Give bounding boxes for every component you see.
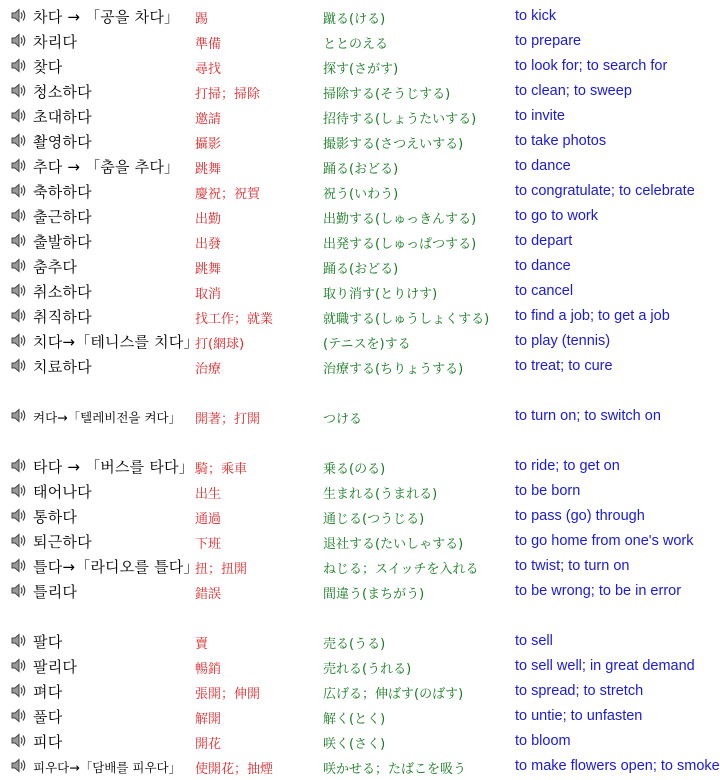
- japanese-meaning: 就職する(しゅうしょくする): [323, 312, 490, 327]
- vocab-row: [0, 178, 720, 203]
- korean-word: 퇴근하다: [33, 533, 92, 551]
- korean-word: 피우다→「담배를 피우다」: [33, 760, 182, 775]
- vocab-row: [0, 103, 720, 128]
- japanese-meaning: 撮影する(さつえいする): [323, 137, 464, 152]
- korean-word: 출발하다: [33, 233, 92, 251]
- english-meaning: to look for; to search for: [515, 58, 668, 74]
- english-meaning: to make flowers open; to smoke: [515, 758, 720, 774]
- speaker-icon[interactable]: [10, 457, 27, 474]
- english-meaning: to play (tennis): [515, 333, 611, 349]
- japanese-meaning: 出勤する(しゅっきんする): [323, 212, 477, 227]
- korean-word: 춤추다: [33, 258, 78, 276]
- chinese-meaning: 張開；伸開: [195, 687, 261, 702]
- vocab-row: [0, 678, 720, 703]
- speaker-icon[interactable]: [10, 32, 27, 49]
- japanese-meaning: 生まれる(うまれる): [323, 487, 438, 502]
- speaker-icon[interactable]: [10, 507, 27, 524]
- vocab-row: [0, 478, 720, 503]
- korean-word: 청소하다: [33, 83, 92, 101]
- korean-word: 축하하다: [33, 183, 92, 201]
- speaker-icon[interactable]: [10, 682, 27, 699]
- english-meaning: to twist; to turn on: [515, 558, 630, 574]
- korean-word: 틀다→「라디오를 틀다」: [33, 558, 199, 576]
- korean-word: 통하다: [33, 508, 78, 526]
- japanese-meaning: 踊る(おどる): [323, 262, 399, 277]
- vocab-row: [0, 403, 720, 428]
- japanese-meaning: 祝う(いわう): [323, 187, 399, 202]
- vocab-row: [0, 153, 720, 178]
- korean-word: 팔리다: [33, 658, 78, 676]
- speaker-icon[interactable]: [10, 482, 27, 499]
- chinese-meaning: 使開花；抽煙: [195, 762, 274, 777]
- vocab-row: [0, 3, 720, 28]
- chinese-meaning: 解開: [195, 712, 222, 727]
- chinese-meaning: 尋找: [195, 62, 222, 77]
- speaker-icon[interactable]: [10, 757, 27, 774]
- speaker-icon[interactable]: [10, 182, 27, 199]
- korean-word: 팔다: [33, 633, 63, 651]
- japanese-meaning: 咲く(さく): [323, 737, 386, 752]
- english-meaning: to go to work: [515, 208, 599, 224]
- japanese-meaning: 解く(とく): [323, 712, 386, 727]
- speaker-icon[interactable]: [10, 282, 27, 299]
- vocab-row: [0, 553, 720, 578]
- english-meaning: to congratulate; to celebrate: [515, 183, 695, 199]
- speaker-icon[interactable]: [10, 332, 27, 349]
- english-meaning: to untie; to unfasten: [515, 708, 643, 724]
- chinese-meaning: 騎；乘車: [195, 462, 248, 477]
- korean-word: 풀다: [33, 708, 63, 726]
- korean-word: 차리다: [33, 33, 78, 51]
- row-spacer: [0, 603, 720, 628]
- vocab-row: [0, 703, 720, 728]
- japanese-meaning: 売れる(うれる): [323, 662, 412, 677]
- japanese-meaning: 探す(さがす): [323, 62, 399, 77]
- chinese-meaning: 出生: [195, 487, 222, 502]
- speaker-icon[interactable]: [10, 657, 27, 674]
- english-meaning: to take photos: [515, 133, 607, 149]
- english-meaning: to invite: [515, 108, 565, 124]
- japanese-meaning: ととのえる: [323, 37, 389, 52]
- vocab-row: [0, 203, 720, 228]
- speaker-icon[interactable]: [10, 407, 27, 424]
- speaker-icon[interactable]: [10, 232, 27, 249]
- korean-word: 초대하다: [33, 108, 92, 126]
- english-meaning: to sell: [515, 633, 553, 649]
- speaker-icon[interactable]: [10, 7, 27, 24]
- vocab-row: [0, 53, 720, 78]
- vocab-row: [0, 128, 720, 153]
- japanese-meaning: 退社する(たいしゃする): [323, 537, 464, 552]
- english-meaning: to treat; to cure: [515, 358, 613, 374]
- chinese-meaning: 準備: [195, 37, 222, 52]
- chinese-meaning: 通過: [195, 512, 222, 527]
- japanese-meaning: 売る(うる): [323, 637, 386, 652]
- english-meaning: to dance: [515, 258, 571, 274]
- english-meaning: to prepare: [515, 33, 582, 49]
- vocab-row: [0, 453, 720, 478]
- english-meaning: to spread; to stretch: [515, 683, 644, 699]
- chinese-meaning: 出勤: [195, 212, 222, 227]
- english-meaning: to kick: [515, 8, 557, 24]
- japanese-meaning: 取り消す(とりけす): [323, 287, 438, 302]
- chinese-meaning: 出發: [195, 237, 222, 252]
- korean-word: 켜다→「텔레비전을 켜다」: [33, 410, 182, 425]
- speaker-icon[interactable]: [10, 307, 27, 324]
- japanese-meaning: 掃除する(そうじする): [323, 87, 451, 102]
- chinese-meaning: 找工作；就業: [195, 312, 274, 327]
- korean-word: 치다→「테니스를 치다」: [33, 333, 199, 351]
- korean-word: 추다 → 「춤을 추다」: [33, 158, 180, 176]
- english-meaning: to depart: [515, 233, 573, 249]
- speaker-icon[interactable]: [10, 732, 27, 749]
- chinese-meaning: 邀請: [195, 112, 222, 127]
- vocab-row: [0, 253, 720, 278]
- vocab-row: [0, 228, 720, 253]
- speaker-icon[interactable]: [10, 57, 27, 74]
- chinese-meaning: 下班: [195, 537, 222, 552]
- speaker-icon[interactable]: [10, 707, 27, 724]
- japanese-meaning: 治療する(ちりょうする): [323, 362, 464, 377]
- japanese-meaning: 招待する(しょうたいする): [323, 112, 477, 127]
- japanese-meaning: 間違う(まちがう): [323, 587, 425, 602]
- speaker-icon[interactable]: [10, 557, 27, 574]
- chinese-meaning: 跳舞: [195, 162, 222, 177]
- korean-word: 출근하다: [33, 208, 92, 226]
- chinese-meaning: 開著；打開: [195, 412, 261, 427]
- english-meaning: to cancel: [515, 283, 574, 299]
- japanese-meaning: (テニスを)する: [323, 337, 411, 352]
- speaker-icon[interactable]: [10, 157, 27, 174]
- english-meaning: to be born: [515, 483, 581, 499]
- japanese-meaning: 蹴る(ける): [323, 12, 386, 27]
- japanese-meaning: 通じる(つうじる): [323, 512, 425, 527]
- english-meaning: to bloom: [515, 733, 571, 749]
- speaker-icon[interactable]: [10, 132, 27, 149]
- english-meaning: to sell well; in great demand: [515, 658, 695, 674]
- korean-word: 피다: [33, 733, 63, 751]
- japanese-meaning: 出発する(しゅっぱつする): [323, 237, 477, 252]
- english-meaning: to find a job; to get a job: [515, 308, 670, 324]
- korean-word: 태어나다: [33, 483, 92, 501]
- korean-word: 촬영하다: [33, 133, 92, 151]
- chinese-meaning: 打掃；掃除: [195, 87, 261, 102]
- korean-word: 펴다: [33, 683, 63, 701]
- chinese-meaning: 踢: [195, 12, 209, 27]
- chinese-meaning: 開花: [195, 737, 222, 752]
- row-spacer: [0, 378, 720, 403]
- korean-word: 취소하다: [33, 283, 92, 301]
- chinese-meaning: 治療: [195, 362, 222, 377]
- english-meaning: to clean; to sweep: [515, 83, 632, 99]
- speaker-icon[interactable]: [10, 82, 27, 99]
- chinese-meaning: 扭；扭開: [195, 562, 248, 577]
- vocab-row: [0, 78, 720, 103]
- korean-word: 취직하다: [33, 308, 92, 326]
- vocab-row: [0, 328, 720, 353]
- english-meaning: to ride; to get on: [515, 458, 620, 474]
- chinese-meaning: 錯誤: [195, 587, 222, 602]
- vocabulary-list: [0, 3, 720, 778]
- speaker-icon[interactable]: [10, 207, 27, 224]
- vocab-row: [0, 28, 720, 53]
- japanese-meaning: 乗る(のる): [323, 462, 386, 477]
- vocab-row: [0, 628, 720, 653]
- vocab-row: [0, 728, 720, 753]
- korean-word: 찾다: [33, 58, 63, 76]
- speaker-icon[interactable]: [10, 357, 27, 374]
- vocab-row: [0, 278, 720, 303]
- vocab-row: [0, 303, 720, 328]
- speaker-icon[interactable]: [10, 257, 27, 274]
- japanese-meaning: 広げる；伸ばす(のばす): [323, 687, 464, 702]
- speaker-icon[interactable]: [10, 582, 27, 599]
- chinese-meaning: 取消: [195, 287, 222, 302]
- vocab-row: [0, 353, 720, 378]
- vocab-row: [0, 753, 720, 778]
- vocab-row: [0, 503, 720, 528]
- speaker-icon[interactable]: [10, 632, 27, 649]
- english-meaning: to turn on; to switch on: [515, 408, 661, 424]
- chinese-meaning: 打(網球): [195, 337, 245, 352]
- speaker-icon[interactable]: [10, 532, 27, 549]
- japanese-meaning: つける: [323, 412, 363, 427]
- japanese-meaning: ねじる；スイッチを入れる: [323, 562, 479, 577]
- korean-word: 차다 → 「공을 차다」: [33, 8, 180, 26]
- chinese-meaning: 賣: [195, 637, 209, 652]
- english-meaning: to dance: [515, 158, 571, 174]
- japanese-meaning: 踊る(おどる): [323, 162, 399, 177]
- chinese-meaning: 跳舞: [195, 262, 222, 277]
- english-meaning: to pass (go) through: [515, 508, 645, 524]
- vocab-row: [0, 528, 720, 553]
- chinese-meaning: 攝影: [195, 137, 222, 152]
- vocab-row: [0, 653, 720, 678]
- speaker-icon[interactable]: [10, 107, 27, 124]
- korean-word: 치료하다: [33, 358, 92, 376]
- english-meaning: to be wrong; to be in error: [515, 583, 682, 599]
- english-meaning: to go home from one's work: [515, 533, 694, 549]
- chinese-meaning: 慶祝；祝賀: [195, 187, 261, 202]
- korean-word: 틀리다: [33, 583, 78, 601]
- row-spacer: [0, 428, 720, 453]
- korean-word: 타다 → 「버스를 타다」: [33, 458, 194, 476]
- chinese-meaning: 暢銷: [195, 662, 222, 677]
- vocab-row: [0, 578, 720, 603]
- japanese-meaning: 咲かせる；たばこを吸う: [323, 762, 467, 777]
